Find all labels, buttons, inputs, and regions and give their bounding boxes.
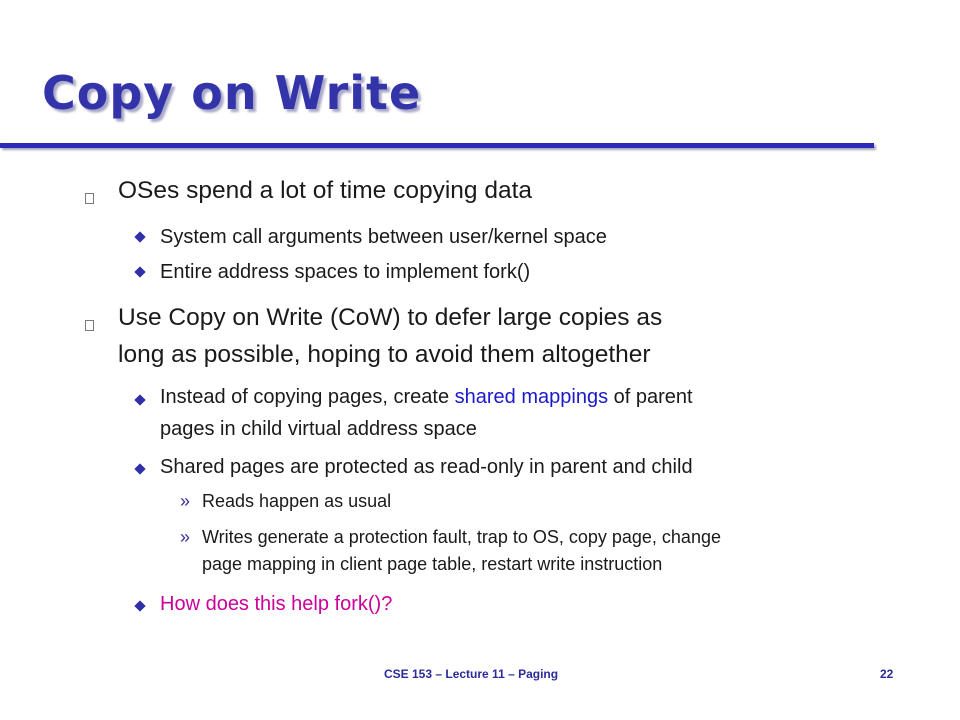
bullet-2-text-line-2: long as possible, hoping to avoid them altogether <box>118 341 651 368</box>
square-bullet-icon <box>85 320 94 331</box>
diamond-bullet-icon <box>134 600 145 611</box>
bullet-2-sub-2-sub-1-text: Reads happen as usual <box>202 491 392 511</box>
bullet-2-sub-2-text: Shared pages are protected as read-only in parent and child <box>160 456 693 478</box>
page-number: 22 <box>880 667 894 681</box>
bullet-1-sub-2-text: Entire address spaces to implement fork() <box>160 261 531 283</box>
title-underline <box>0 143 874 148</box>
diamond-bullet-icon <box>134 266 145 277</box>
plain-text: of parent <box>608 386 693 408</box>
bullet-2-sub-1-text-line-1 <box>160 383 693 412</box>
shared-mappings-highlight: shared mappings <box>454 386 609 408</box>
bullet-2-sub-1-text-line-2: pages in child virtual address space <box>160 418 477 440</box>
diamond-bullet-icon <box>134 231 145 242</box>
bullet-1-text: OSes spend a lot of time copying data <box>118 177 533 204</box>
chevron-bullet-icon: » <box>180 527 191 547</box>
footer-course: CSE 153 – Lecture 11 – Paging <box>384 667 559 681</box>
chevron-bullet-icon: » <box>180 491 191 511</box>
diamond-bullet-icon <box>134 394 145 405</box>
bullet-2-sub-2-sub-2-text-line-1: Writes generate a protection fault, trap to OS, copy page, change <box>202 527 721 547</box>
diamond-bullet-icon <box>134 463 145 474</box>
slide-title: Copy on Write <box>42 66 422 120</box>
bullet-2-sub-2-sub-2-text-line-2: page mapping in client page table, restart write instruction <box>202 554 663 574</box>
bullet-2-sub-3-question: How does this help fork()? <box>160 593 393 615</box>
bullet-1-sub-1-text: System call arguments between user/kernel space <box>160 226 607 248</box>
bullet-2-text-line-1: Use Copy on Write (CoW) to defer large copies as <box>118 304 663 331</box>
plain-text: Instead of copying pages, create <box>160 386 455 408</box>
square-bullet-icon <box>85 193 94 204</box>
